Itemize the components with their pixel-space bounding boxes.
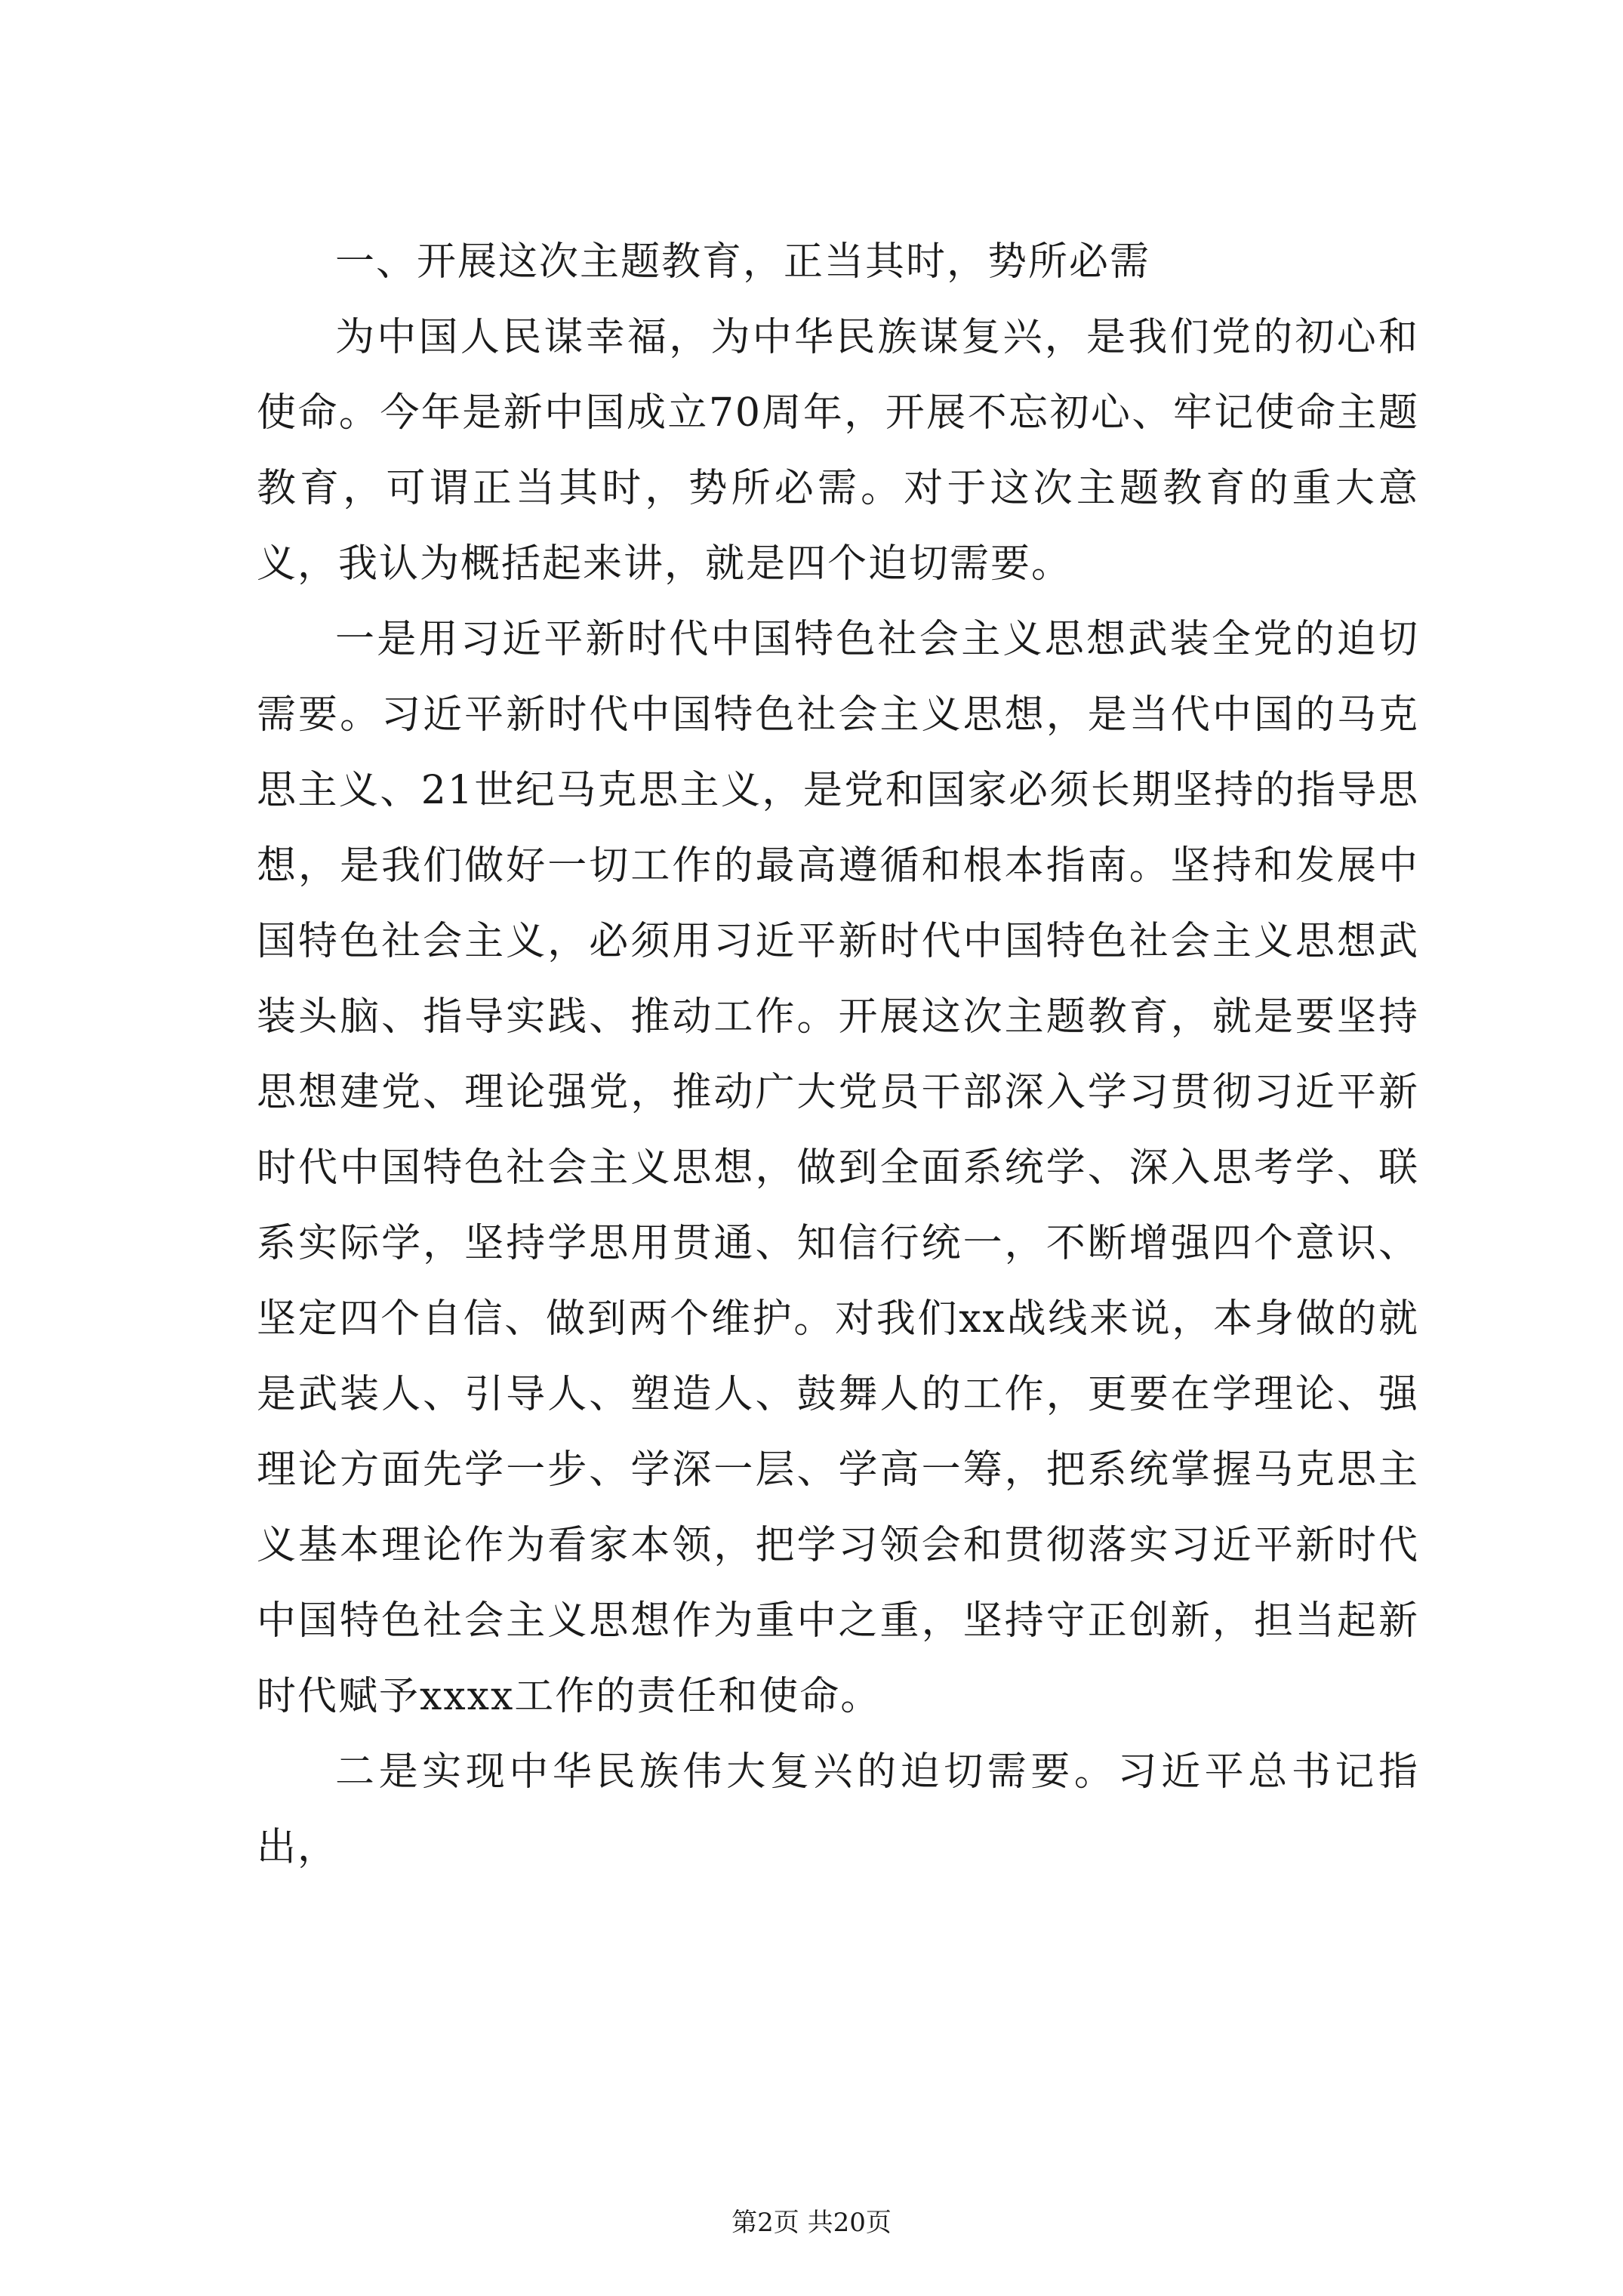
paragraph-point-one: 一是用习近平新时代中国特色社会主义思想武装全党的迫切需要。习近平新时代中国特色社会主义思想，是当代中国的马克思主义、21世纪马克思主义，是党和国家必须长期坚持的指导思想，是我们做好一切工作的最高遵循和根本指南。坚持和发展中国特色社会主义，必须用习近平新时代中国特色社会主义思想武装头脑、指导实践、推动工作。开展这次主题教育，就是要坚持思想建党、理论强党，推动广大党员干部深入学习贯彻习近平新时代中国特色社会主义思想，做到全面系统学、深入思考学、联系实际学，坚持学思用贯通、知信行统一，不断增强四个意识、坚定四个自信、做到两个维护。对我们xx战线来说，本身做的就是武装人、引导人、塑造人、鼓舞人的工作，更要在学理论、强理论方面先学一步、学深一层、学高一筹，把系统掌握马克思主义基本理论作为看家本领，把学习领会和贯彻落实习近平新时代中国特色社会主义思想作为重中之重，坚持守正创新，担当起新时代赋予xxxx工作的责任和使命。 (257, 617, 1419, 1719)
document-body (257, 224, 1419, 1885)
page-number-footer: 第2页 共20页 (731, 2208, 892, 2238)
paragraph-point-two: 二是实现中华民族伟大复兴的迫切需要。习近平总书记指出， (257, 1749, 1419, 1870)
paragraph-intro: 为中国人民谋幸福，为中华民族谋复兴，是我们党的初心和使命。今年是新中国成立70周年，开展不忘初心、牢记使命主题教育，可谓正当其时，势所必需。对于这次主题教育的重大意义，我认为概括起来讲，就是四个迫切需要。 (257, 315, 1419, 587)
section-heading: 一、开展这次主题教育，正当其时，势所必需 (335, 239, 1151, 285)
